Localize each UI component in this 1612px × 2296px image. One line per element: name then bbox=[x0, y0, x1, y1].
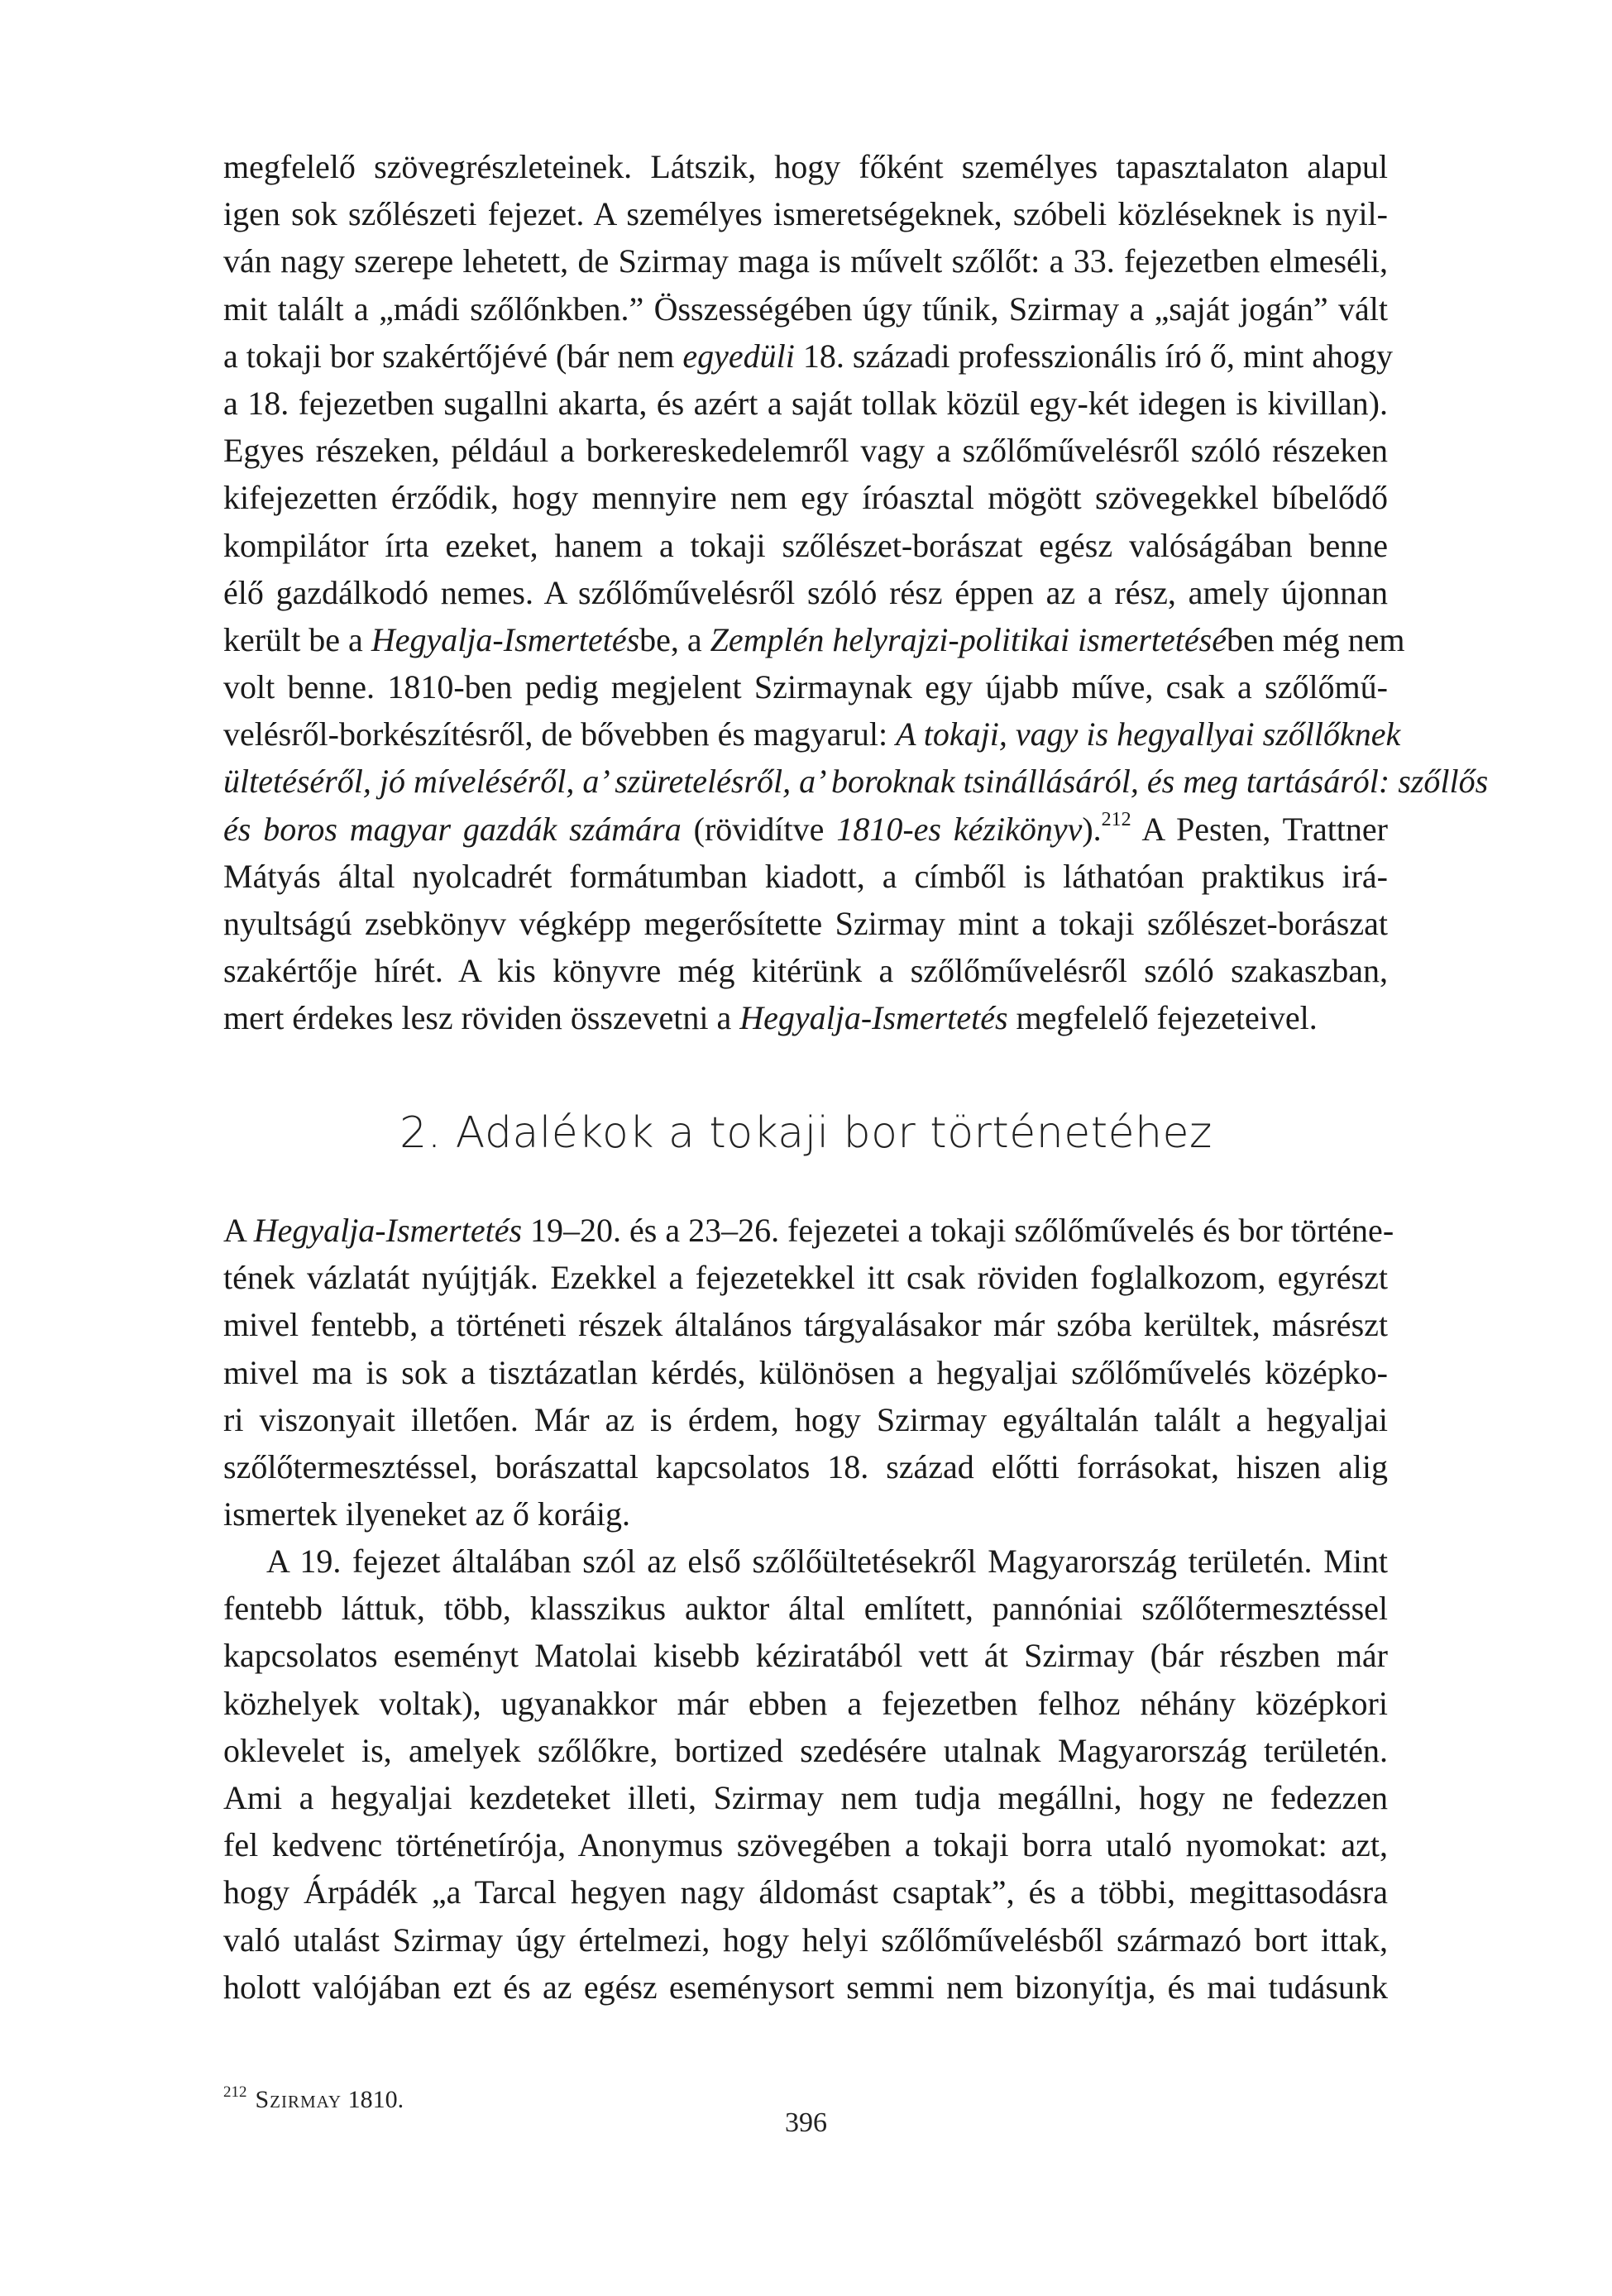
text-line: kifejezetten érződik, hogy mennyire nem egy íróasztal mögött szövegekkel bíbelődő bbox=[223, 479, 1388, 517]
text-line: kompilátor írta ezeket, hanem a tokaji szőlészet-borászat egész valóságában benne bbox=[223, 526, 1388, 564]
text-segment: A Pesten, Trattner bbox=[1131, 810, 1389, 848]
text-line: kapcsolatos eseményt Matolai kisebb kéziratából vett át Szirmay (bár részben már bbox=[223, 1637, 1388, 1675]
footnote-author: Szirmay bbox=[255, 2086, 342, 2113]
text-line bbox=[223, 616, 1405, 663]
italic-title: Hegyalja-Ismertetés bbox=[739, 999, 1008, 1037]
footnote-year: 1810. bbox=[342, 2086, 404, 2113]
italic-title: Hegyalja-Ismertetés bbox=[371, 620, 640, 658]
paragraph-1 bbox=[223, 143, 1489, 1042]
text-segment: került be a bbox=[223, 620, 371, 658]
text-segment: A bbox=[223, 1212, 254, 1249]
text-segment: ). bbox=[1082, 810, 1102, 848]
italic-title: ültetéséről, jó míveléséről, a’ szüretelésről, a’ boroknak tsinállásáról, és meg tartásáról: szőllős bbox=[223, 763, 1489, 801]
text-line: mit talált a „mádi szőlőnkben.” Összességében úgy tűnik, Szirmay a „saját jogán” vált bbox=[223, 289, 1388, 328]
text-segment: 18. századi professzionális író ő, mint ahogy bbox=[794, 337, 1393, 375]
text-line: szakértője hírét. A kis könyvre még kitérünk a szőlőművelésről szóló szakaszban, bbox=[223, 952, 1388, 990]
text-line: igen sok szőlészeti fejezet. A személyes ismeretségeknek, szóbeli közléseknek is nyil- bbox=[223, 195, 1388, 233]
paragraph-2 bbox=[223, 1207, 1394, 1538]
text-line: ván nagy szerepe lehetett, de Szirmay maga is művelt szőlőt: a 33. fejezetben elmeséli, bbox=[223, 242, 1388, 280]
footnote-number: 212 bbox=[223, 2083, 247, 2101]
text-line bbox=[223, 710, 1401, 758]
text-line bbox=[223, 806, 1388, 853]
text-line: oklevelet is, amelyek szőlőkre, bortized szedésére utalnak Magyarország területén. bbox=[223, 1731, 1388, 1769]
text-line: ri viszonyait illetően. Már az is érdem, hogy Szirmay egyáltalán talált a hegyaljai bbox=[223, 1400, 1388, 1438]
text-line: a 18. fejezetben sugallni akarta, és azért a saját tollak közül egy-két idegen is kivillan). bbox=[223, 384, 1388, 422]
text-line: való utalást Szirmay úgy értelmezi, hogy helyi szőlőművelésből származó bort ittak, bbox=[223, 1921, 1388, 1959]
text-segment: velésről-borkészítésről, de bővebben és magyarul: bbox=[223, 715, 897, 753]
text-line: közhelyek voltak), ugyanakkor már ebben a fejezetben felhoz néhány középkori bbox=[223, 1684, 1388, 1722]
text-line: holott valójában ezt és az egész eseménysort semmi nem bizonyítja, és mai tudásunk bbox=[223, 1968, 1388, 2006]
italic-title: Zemplén helyrajzi-politikai ismertetésé bbox=[710, 620, 1227, 658]
text-line bbox=[223, 332, 1393, 380]
text-line: A 19. fejezet általában szól az első szőlőültetésekről Magyarország területén. Mint bbox=[266, 1543, 1388, 1580]
text-line: volt benne. 1810-ben pedig megjelent Szirmaynak egy újabb műve, csak a szőlőmű- bbox=[223, 668, 1388, 706]
text-line: Ami a hegyaljai kezdeteket illeti, Szirmay nem tudja megállni, hogy ne fedezzen bbox=[223, 1778, 1388, 1816]
text-line: ismertek ilyeneket az ő koráig. bbox=[223, 1495, 631, 1533]
text-segment: a tokaji bor szakértőjévé (bár nem bbox=[223, 337, 683, 375]
page-number: 396 bbox=[785, 2107, 827, 2138]
section-heading: 2. Adalékok a tokaji bor történetéhez bbox=[399, 1108, 1213, 1158]
text-line: Mátyás által nyolcadrét formátumban kiadott, a címből is láthatóan praktikus irá- bbox=[223, 857, 1388, 895]
text-line: megfelelő szövegrészleteinek. Látszik, hogy főként személyes tapasztalaton alapul bbox=[223, 148, 1388, 185]
italic-title: 1810-es kézikönyv bbox=[836, 810, 1083, 848]
italic-emphasis: egyedüli bbox=[682, 337, 795, 375]
text-line: szőlőtermesztéssel, borászattal kapcsolatos 18. század előtti forrásokat, hiszen alig bbox=[223, 1447, 1388, 1485]
text-line bbox=[223, 758, 1489, 805]
text-line: tének vázlatát nyújtják. Ezekkel a fejezetekkel itt csak röviden foglalkozom, egyrészt bbox=[223, 1259, 1388, 1297]
text-line bbox=[223, 994, 1388, 1041]
text-line: élő gazdálkodó nemes. A szőlőművelésről szóló rész éppen az a rész, amely újonnan bbox=[223, 573, 1388, 611]
text-line: nyultságú zsebkönyv végképp megerősítette Szirmay mint a tokaji szőlészet-borászat bbox=[223, 905, 1388, 942]
text-line: mivel ma is sok a tisztázatlan kérdés, különösen a hegyaljai szőlőművelés középko- bbox=[223, 1353, 1388, 1391]
text-line: hogy Árpádék „a Tarcal hegyen nagy áldomást csaptak”, és a többi, megittasodásra bbox=[223, 1873, 1388, 1911]
text-line: fel kedvenc történetírója, Anonymus szövegében a tokaji borra utaló nyomokat: azt, bbox=[223, 1826, 1388, 1864]
footnote-reference[interactable]: 212 bbox=[1101, 808, 1131, 830]
text-segment: 19–20. és a 23–26. fejezetei a tokaji szőlőművelés és bor történe- bbox=[522, 1212, 1394, 1249]
text-line: Egyes részeken, például a borkereskedelemről vagy a szőlőművelésről szóló részeken bbox=[223, 432, 1388, 470]
text-segment: be, a bbox=[639, 620, 710, 658]
text-line: mivel fentebb, a történeti részek általános tárgyalásakor már szóba kerültek, másrészt bbox=[223, 1306, 1388, 1344]
italic-title: Hegyalja-Ismertetés bbox=[253, 1212, 523, 1249]
text-line bbox=[223, 1207, 1394, 1254]
italic-title: és boros magyar gazdák számára bbox=[223, 810, 682, 848]
text-line: fentebb láttuk, több, klasszikus auktor által említett, pannóniai szőlőtermesztéssel bbox=[223, 1590, 1388, 1628]
text-segment: mert érdekes lesz röviden összevetni a bbox=[223, 999, 740, 1037]
text-segment: megfelelő fejezeteivel. bbox=[1007, 999, 1318, 1037]
italic-title: A tokaji, vagy is hegyallyai szőllőknek bbox=[896, 715, 1401, 753]
paragraph-3 bbox=[223, 1538, 1388, 2011]
text-segment: ben még nem bbox=[1227, 620, 1405, 658]
text-segment: (rövidítve bbox=[681, 810, 837, 848]
